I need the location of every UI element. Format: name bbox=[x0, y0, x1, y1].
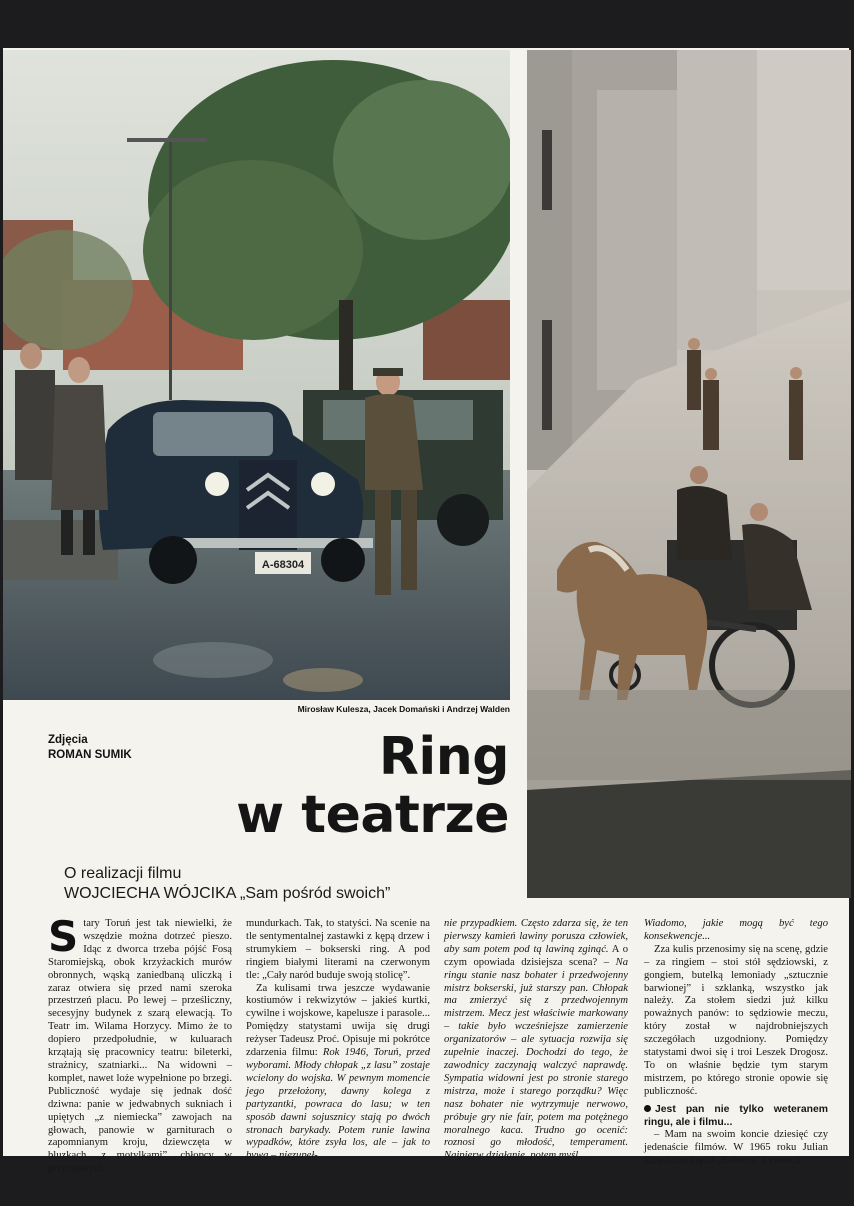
photo-horse-cart-scene bbox=[527, 50, 851, 898]
column-2-paragraph-2 bbox=[246, 983, 430, 1164]
interview-question bbox=[644, 1103, 828, 1129]
article-body bbox=[48, 912, 828, 1175]
column-4-paragraph-2: Zza kulis przenosimy się na scenę, gdzie – za ringiem – stoi stół sędziowski, z gongiem, butelką lemoniady „sztucznie barwionej” i szklanką, wszystko jak należy. Za stołem siedzi już kilku poważnych panów: to sędziowie meczu, który został w najdrobniejszych szczegółach uzgodniony. Pomiędzy statystami dwoi się i troi Leszek Drogosz. To on właśnie będzie tym starym mistrzem, po którego stronie opowie się publiczność. bbox=[644, 943, 828, 1097]
column-4-paragraph-1 bbox=[644, 918, 828, 944]
column-3-italic-c: Na ringu stanie nasz bohater i przedwojenny mistrz bokserski, już starszy pan. Chłopak ma zmierzyć się z przedwojennym mistrzem. Mecz jest właściwie markowany – takie było wcześniejsze zamierzenie organizatorów – ale sytuacja rozwija się zupełnie inaczej. Dochodzi do tego, że zawodnicy zaczynają walczyć naprawdę. Sympatia widowni jest po stronie starego mistrza, może i starego porządku? Więc nasz bohater nie wytrzymuje nerwowo, próbuje gry nie fair, potem ma potężnego moralnego kaca. Trudno go ocenić: roznosi go młodość, temperament. Najpierw działanie, potem myśl... bbox=[444, 956, 628, 1162]
article-column-3 bbox=[444, 918, 628, 1163]
photo-caption: Mirosław Kulesza, Jacek Domański i Andrzej Walden bbox=[297, 704, 510, 714]
article-column-1 bbox=[48, 912, 232, 1176]
article-subtitle-line2: WOJCIECHA WÓJCIKA „Sam pośród swoich” bbox=[64, 885, 391, 902]
drop-cap: S bbox=[48, 912, 79, 961]
article-subtitle bbox=[64, 864, 390, 904]
column-1-text: tary Toruń jest tak niewielki, że wszędzie można dotrzeć pieszo. Idąc z dworca trzeba pójść Fosą Staromiejską, obok krzyżackich murów obronnych, wąską zaniedbaną uliczką i zaraz otwiera się przed nami szeroka przestrzeń placu. Po lewej – prześliczny, secesyjny budynek z szarą elewacją. To Teatr im. Wilama Horzycy. Mimo że to dopiero przedpołudnie, w kuluarach krzątają się pracownicy teatru: bileterki, strażnicy, szatniarki... Na widowni – komplet, nawet loże wypełnione po brzegi. Publiczność wydaje się jednak dość dziwna: panie w jedwabnych sukniach i upiętych „z niemiecka” zawojach na głowach, panowie w garniturach o zapomnianym kroju, dziewczęta w bluzkach „z motylkami”, chłopcy w przyciasnych bbox=[48, 918, 232, 1175]
article-title bbox=[236, 728, 509, 844]
interview-question-text: Jest pan nie tylko weteranem ringu, ale i filmu... bbox=[644, 1103, 828, 1128]
photo-credit-label: Zdjęcia bbox=[48, 734, 88, 746]
photo-street-car-illustration bbox=[3, 50, 510, 700]
column-2-paragraph-2-text: Za kulisami trwa jeszcze wydawanie kostiumów i rekwizytów – jakieś kurtki, cywilne i wojskowe, kapelusze i parasole... Pomiędzy statystami uwija się drugi reżyser Tadeusz Proć. Opisuje mi pokrótce zdarzenia filmu: bbox=[246, 982, 430, 1059]
article-subtitle-line1: O realizacji filmu bbox=[64, 865, 182, 882]
column-3-text-b: A o czym opowiada dzisiejsza scena? – bbox=[444, 943, 628, 968]
article-column-4 bbox=[644, 918, 828, 1167]
column-4-paragraph-3: – Mam na swoim koncie dziesięć czy jedenaście filmów. W 1965 roku Julian Dziedzina kręcił „Boksera” i zwrócił bbox=[644, 1128, 828, 1166]
photo-street-car-scene bbox=[3, 50, 510, 700]
article-column-2 bbox=[246, 918, 430, 1163]
license-plate: A-68304 bbox=[261, 559, 305, 571]
column-2-paragraph-1: mundurkach. Tak, to statyści. Na scenie na tle sentymentalnej zastawki z kępą drzew i strumykiem – bokserski ring. A pod ringiem białymi literami na czerwonym tle: „Cały naród buduje swoją stolicę”. bbox=[246, 918, 430, 981]
bullet-icon bbox=[644, 1105, 651, 1112]
article-title-line1: Ring bbox=[378, 727, 509, 787]
photo-horse-cart-illustration bbox=[527, 50, 851, 898]
column-2-paragraph-2-italic: Rok 1946, Toruń, przed wyborami. Młody chłopak „z lasu” zostaje wcielony do wojska. W pewnym momencie jego przełożony, dawny kolega z partyzantki, powraca do lasu; w ten sposób dawni sojusznicy stają po dwóch stronach barykady. Potem runie lawina wypadków, które zsyła los, ale – jak to bywa – niezupeł- bbox=[246, 1047, 430, 1162]
column-4-italic: Wiadomo, jakie mogą być tego konsekwencje... bbox=[644, 918, 828, 942]
photo-credit-name: ROMAN SUMIK bbox=[48, 749, 132, 761]
photo-credit bbox=[48, 733, 132, 763]
column-3-italic-a: nie przypadkiem. Często zdarza się, że ten pierwszy kamień lawiny porusza człowiek, aby sam potem pod tą lawiną zginąć. bbox=[444, 918, 628, 955]
column-3-paragraph bbox=[444, 918, 628, 1163]
article-title-line2: w teatrze bbox=[236, 785, 509, 845]
